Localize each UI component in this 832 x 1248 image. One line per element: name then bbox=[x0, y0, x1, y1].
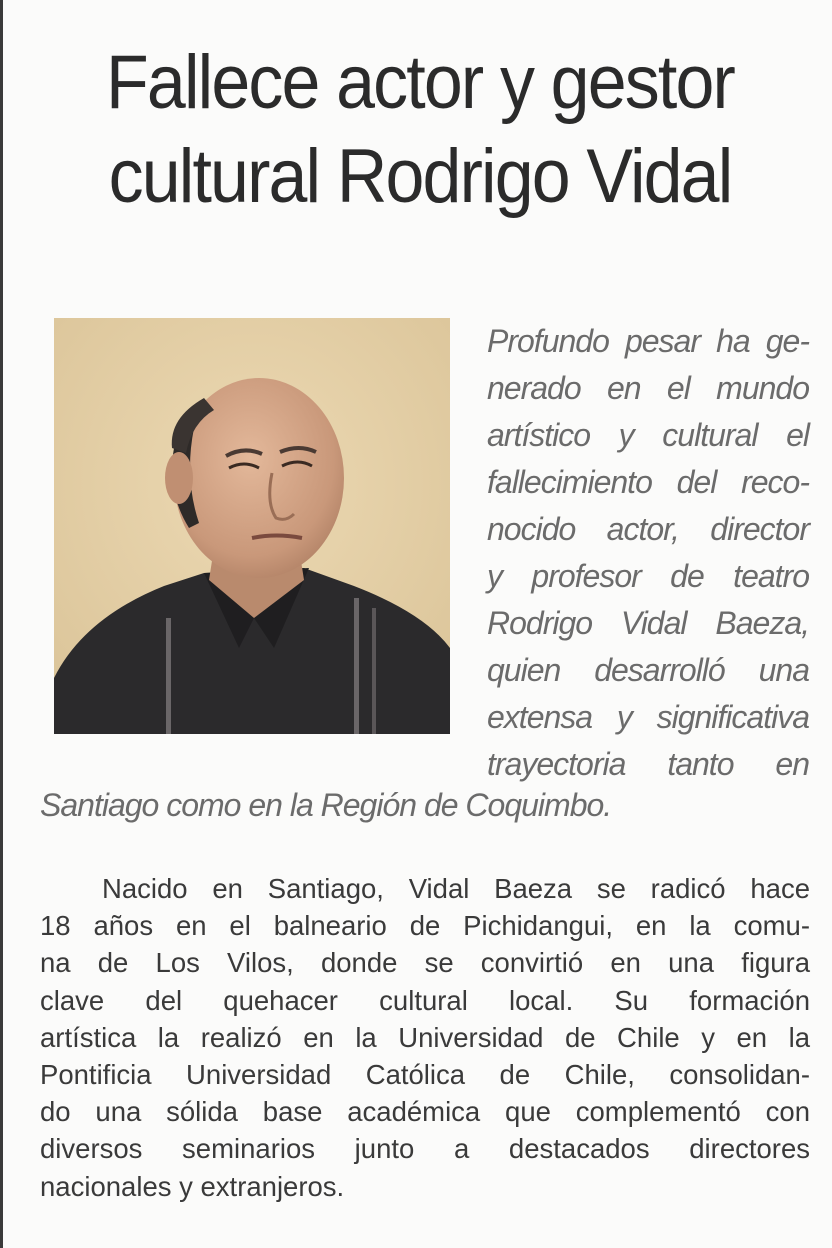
portrait-photo bbox=[54, 318, 450, 734]
lead-line: nocido actor, director bbox=[487, 511, 809, 547]
lead-line: artístico y cultural el bbox=[487, 417, 809, 453]
body-line: Nacido en Santiago, Vidal Baeza se radicó hace bbox=[102, 873, 810, 904]
lead-line: Profundo pesar ha ge- bbox=[487, 323, 809, 359]
lead-line: nerado en el mundo bbox=[487, 370, 809, 406]
lead-line: trayectoria tanto en bbox=[487, 746, 809, 782]
page-left-rule bbox=[0, 0, 3, 1248]
lead-line: fallecimiento del reco- bbox=[487, 464, 809, 500]
body-line: nacionales y extranjeros. bbox=[40, 1170, 345, 1202]
lead-line: Rodrigo Vidal Baeza, bbox=[487, 605, 809, 641]
lead-paragraph bbox=[487, 318, 809, 788]
headline-line: cultural Rodrigo Vidal bbox=[108, 134, 732, 219]
lead-line: extensa y significativa bbox=[487, 699, 809, 735]
body-line: do una sólida base académica que complementó con bbox=[40, 1096, 810, 1128]
lead-line: y profesor de teatro bbox=[487, 558, 809, 594]
body-line: 18 años en el balneario de Pichidangui, en la comu- bbox=[40, 910, 810, 942]
body-line: diversos seminarios junto a destacados directores bbox=[40, 1133, 810, 1165]
body-line: Pontificia Universidad Católica de Chile, consolidan- bbox=[40, 1059, 810, 1091]
lead-line: quien desarrolló una bbox=[487, 652, 809, 688]
lead-last-line: Santiago como en la Región de Coquimbo. bbox=[40, 787, 612, 823]
headline-line: Fallece actor y gestor bbox=[106, 40, 734, 125]
body-line: clave del quehacer cultural local. Su formación bbox=[40, 984, 810, 1016]
body-line: artística la realizó en la Universidad de Chile y en la bbox=[40, 1021, 810, 1053]
body-paragraph bbox=[40, 870, 810, 1205]
body-line: na de Los Vilos, donde se convirtió en una figura bbox=[40, 947, 810, 979]
headline bbox=[52, 36, 788, 224]
